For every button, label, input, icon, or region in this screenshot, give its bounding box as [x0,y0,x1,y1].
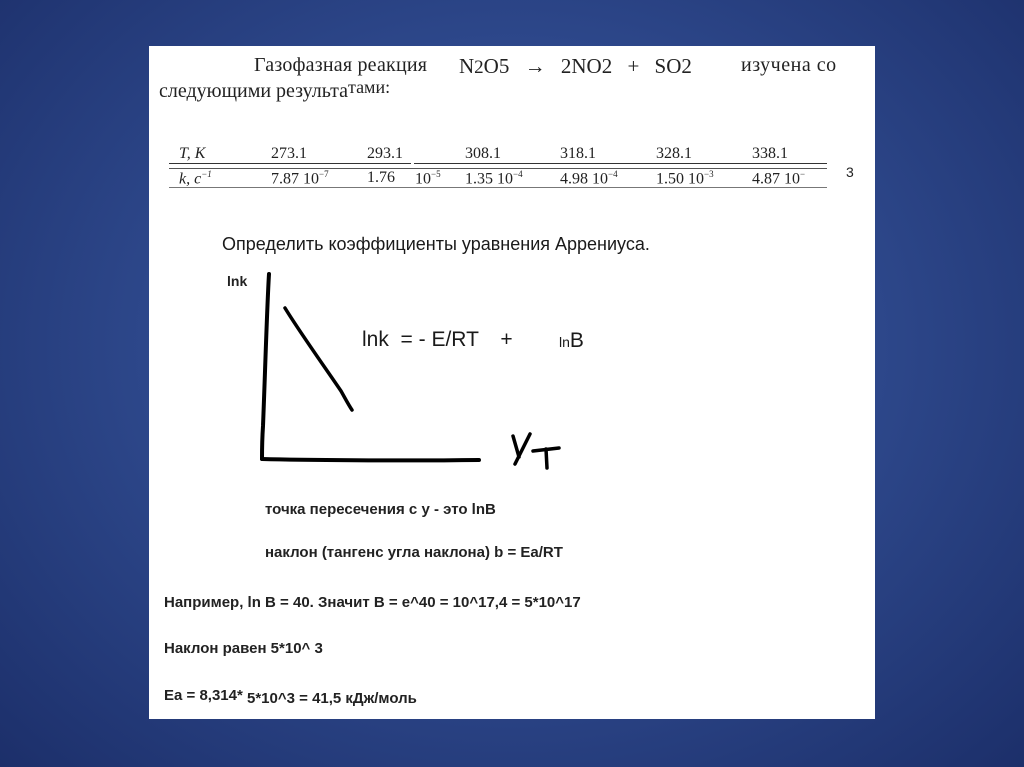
x-axis-label [149,46,150,47]
rate-cell-1: 7.87 $10^{-7}$ [271,169,329,188]
temp-cell-4: 318.1 [560,145,596,162]
task-text: Определить коэффициенты уравнения Аррениуса. [222,234,650,254]
temp-cell-1: 273.1 [271,145,307,162]
rate-cell-7: 4.87 10− [752,169,806,188]
graph-sketch [149,46,875,719]
reaction-intro: Газофазная реакция [254,54,428,76]
reaction-arrow: → [524,54,546,78]
lnk-trend-line [285,308,352,410]
x-label-t-stem [546,449,547,468]
rate-cell-6: 1.50 $10^{-3}$ [656,169,714,188]
equation-left: lnk = - E/RT [362,328,479,351]
table-header-temp: T, K [179,145,206,162]
slide-page [149,46,875,719]
rate-cell-5: 4.98 $10^{-4}$ [560,169,618,188]
arrhenius-equation [362,328,513,352]
temp-cell-2: 293.1 [367,145,403,162]
reaction-tail: изучена со [741,54,837,76]
x-axis-line [262,459,479,460]
note-activation-energy: Ea = 8,314* 5*10^3 = 41,5 кДж/моль [164,687,417,707]
table-trailing-mark: 3 [846,164,854,180]
y-axis-line [262,274,269,459]
x-label-slash [513,436,519,457]
rate-cell-3: $10^{-5}$ [415,169,441,188]
equation-lnb: lnB [559,329,584,352]
temp-cell-3: 308.1 [465,145,501,162]
rate-cell-2: 1.76 [367,169,395,186]
header-line-2: следующими результатами: [159,77,391,102]
note-slope-value: Наклон равен 5*10^ 3 [164,640,323,657]
note-intercept: точка пересечения с у - это lnB [265,501,496,518]
rate-cell-4: 1.35 $10^{-4}$ [465,169,523,188]
temp-cell-5: 328.1 [656,145,692,162]
table-header-rate: k, $c^{-1}$ [179,169,212,188]
note-example: Например, ln B = 40. Значит B = e^40 = 10^17,4 = 5*10^17 [164,594,581,611]
note-slope: наклон (тангенс угла наклона) b = Ea/RT [265,544,563,561]
y-axis-label: lnk [227,273,248,289]
equation-plus: + [500,328,513,351]
reaction-formula: N2O5 → 2NO2 + SO2 [459,54,692,78]
temp-cell-6: 338.1 [752,145,788,162]
